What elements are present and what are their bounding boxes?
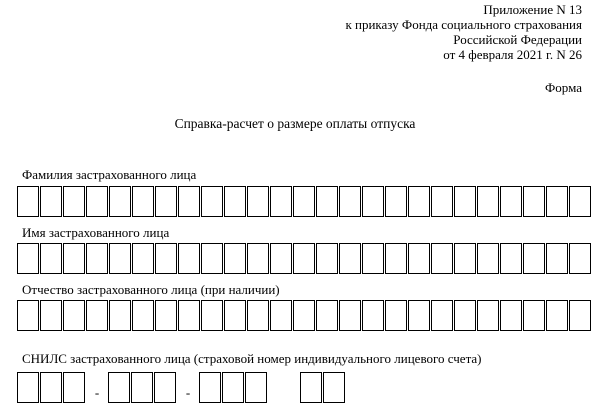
char-cell[interactable] xyxy=(293,243,315,274)
snils-separator: - xyxy=(94,384,100,400)
char-cell[interactable] xyxy=(63,300,85,331)
snils-cell[interactable] xyxy=(199,372,221,403)
snils-group-2[interactable] xyxy=(108,372,177,403)
char-cell[interactable] xyxy=(247,300,269,331)
char-cell[interactable] xyxy=(316,186,338,217)
char-cell[interactable] xyxy=(155,186,177,217)
char-cell[interactable] xyxy=(477,300,499,331)
char-cell[interactable] xyxy=(109,300,131,331)
char-cell[interactable] xyxy=(40,243,62,274)
snils-separator: - xyxy=(185,384,191,400)
char-cell[interactable] xyxy=(362,300,384,331)
char-cell[interactable] xyxy=(385,300,407,331)
char-cell[interactable] xyxy=(454,300,476,331)
char-cell[interactable] xyxy=(63,186,85,217)
char-cell[interactable] xyxy=(155,300,177,331)
char-cell[interactable] xyxy=(40,300,62,331)
snils-cell[interactable] xyxy=(323,372,345,403)
snils-group-4[interactable] xyxy=(300,372,346,403)
char-cell[interactable] xyxy=(408,186,430,217)
char-cell[interactable] xyxy=(339,243,361,274)
snils-cell[interactable] xyxy=(108,372,130,403)
char-cell[interactable] xyxy=(477,186,499,217)
surname-cells[interactable] xyxy=(17,186,592,217)
char-cell[interactable] xyxy=(132,186,154,217)
char-cell[interactable] xyxy=(178,243,200,274)
name-cells[interactable] xyxy=(17,243,592,274)
char-cell[interactable] xyxy=(17,300,39,331)
char-cell[interactable] xyxy=(431,186,453,217)
char-cell[interactable] xyxy=(201,186,223,217)
char-cell[interactable] xyxy=(362,186,384,217)
char-cell[interactable] xyxy=(247,243,269,274)
snils-cell[interactable] xyxy=(63,372,85,403)
char-cell[interactable] xyxy=(132,300,154,331)
char-cell[interactable] xyxy=(339,300,361,331)
char-cell[interactable] xyxy=(454,186,476,217)
char-cell[interactable] xyxy=(17,243,39,274)
char-cell[interactable] xyxy=(109,243,131,274)
char-cell[interactable] xyxy=(316,243,338,274)
char-cell[interactable] xyxy=(224,243,246,274)
char-cell[interactable] xyxy=(408,243,430,274)
char-cell[interactable] xyxy=(431,243,453,274)
snils-cell[interactable] xyxy=(300,372,322,403)
char-cell[interactable] xyxy=(523,243,545,274)
char-cell[interactable] xyxy=(86,300,108,331)
char-cell[interactable] xyxy=(270,300,292,331)
snils-group-1[interactable] xyxy=(17,372,86,403)
char-cell[interactable] xyxy=(201,300,223,331)
char-cell[interactable] xyxy=(293,300,315,331)
char-cell[interactable] xyxy=(339,186,361,217)
char-cell[interactable] xyxy=(569,243,591,274)
char-cell[interactable] xyxy=(40,186,62,217)
char-cell[interactable] xyxy=(431,300,453,331)
char-cell[interactable] xyxy=(224,186,246,217)
surname-label: Фамилия застрахованного лица xyxy=(22,167,197,182)
form-label: Форма xyxy=(545,80,582,95)
char-cell[interactable] xyxy=(109,186,131,217)
snils-cell[interactable] xyxy=(131,372,153,403)
order-reference: к приказу Фонда социального страхования xyxy=(345,17,582,32)
patronymic-label: Отчество застрахованного лица (при наличии) xyxy=(22,282,280,297)
char-cell[interactable] xyxy=(63,243,85,274)
snils-cell[interactable] xyxy=(245,372,267,403)
char-cell[interactable] xyxy=(546,186,568,217)
char-cell[interactable] xyxy=(86,243,108,274)
char-cell[interactable] xyxy=(569,186,591,217)
char-cell[interactable] xyxy=(178,186,200,217)
name-label: Имя застрахованного лица xyxy=(22,225,170,240)
char-cell[interactable] xyxy=(385,243,407,274)
char-cell[interactable] xyxy=(17,186,39,217)
document-header xyxy=(345,2,582,62)
char-cell[interactable] xyxy=(569,300,591,331)
char-cell[interactable] xyxy=(454,243,476,274)
char-cell[interactable] xyxy=(224,300,246,331)
char-cell[interactable] xyxy=(546,300,568,331)
char-cell[interactable] xyxy=(408,300,430,331)
char-cell[interactable] xyxy=(86,186,108,217)
snils-cell[interactable] xyxy=(222,372,244,403)
char-cell[interactable] xyxy=(477,243,499,274)
snils-label: СНИЛС застрахованного лица (страховой номер индивидуального лицевого счета) xyxy=(22,351,482,366)
snils-cells[interactable] xyxy=(17,372,346,403)
char-cell[interactable] xyxy=(270,243,292,274)
char-cell[interactable] xyxy=(362,243,384,274)
patronymic-cells[interactable] xyxy=(17,300,592,331)
char-cell[interactable] xyxy=(132,243,154,274)
snils-cell[interactable] xyxy=(17,372,39,403)
char-cell[interactable] xyxy=(155,243,177,274)
appendix-number: Приложение N 13 xyxy=(483,2,582,17)
char-cell[interactable] xyxy=(500,243,522,274)
char-cell[interactable] xyxy=(316,300,338,331)
char-cell[interactable] xyxy=(247,186,269,217)
char-cell[interactable] xyxy=(523,186,545,217)
snils-cell[interactable] xyxy=(40,372,62,403)
char-cell[interactable] xyxy=(500,300,522,331)
snils-cell[interactable] xyxy=(154,372,176,403)
char-cell[interactable] xyxy=(546,243,568,274)
char-cell[interactable] xyxy=(293,186,315,217)
char-cell[interactable] xyxy=(201,243,223,274)
char-cell[interactable] xyxy=(270,186,292,217)
char-cell[interactable] xyxy=(178,300,200,331)
organization-name: Российской Федерации xyxy=(453,32,582,47)
char-cell[interactable] xyxy=(500,186,522,217)
snils-group-3[interactable] xyxy=(199,372,268,403)
char-cell[interactable] xyxy=(385,186,407,217)
document-title: Справка-расчет о размере оплаты отпуска xyxy=(174,116,416,131)
char-cell[interactable] xyxy=(523,300,545,331)
order-date: от 4 февраля 2021 г. N 26 xyxy=(443,47,582,62)
